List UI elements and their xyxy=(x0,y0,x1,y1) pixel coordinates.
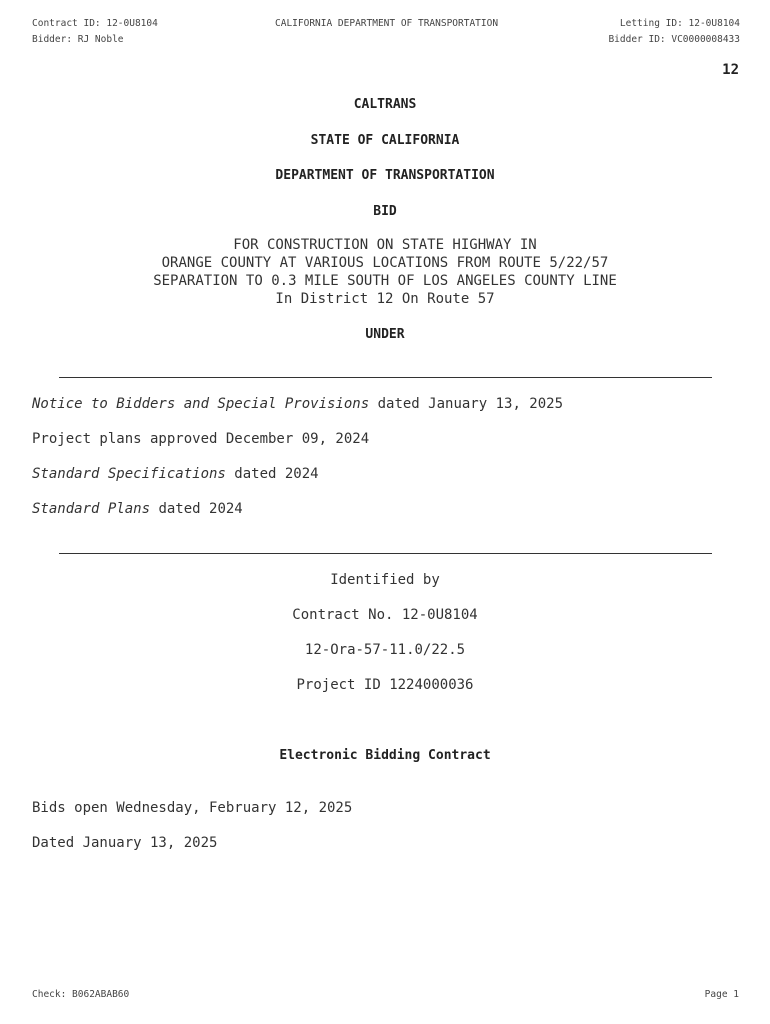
std-plans-date: dated 2024 xyxy=(150,501,243,517)
title-under: UNDER xyxy=(365,327,405,342)
divider-bottom xyxy=(59,553,712,554)
check-code: Check: B062ABAB60 xyxy=(32,989,130,1000)
notice-to-bidders xyxy=(32,396,563,412)
bidder-name: Bidder: RJ Noble xyxy=(32,34,124,45)
title-caltrans: CALTRANS xyxy=(353,97,417,112)
notice-title: Notice to Bidders and Special Provisions xyxy=(32,396,370,412)
title-state: STATE OF CALIFORNIA xyxy=(310,133,460,148)
identified-by: Identified by xyxy=(330,572,440,588)
standard-specifications xyxy=(32,466,319,482)
page-number: 12 xyxy=(722,62,739,78)
location-code: 12-Ora-57-11.0/22.5 xyxy=(304,642,466,658)
contract-number: Contract No. 12-0U8104 xyxy=(292,607,478,623)
divider-top xyxy=(59,377,712,378)
notice-date: dated January 13, 2025 xyxy=(369,396,564,412)
std-plans-title: Standard Plans xyxy=(32,501,151,517)
specs-title: Standard Specifications xyxy=(32,466,226,482)
bids-open-date: Bids open Wednesday, February 12, 2025 xyxy=(32,800,353,816)
title-bid: BID xyxy=(373,204,397,219)
bidder-id: Bidder ID: VC0000008433 xyxy=(608,34,740,45)
project-plans: Project plans approved December 09, 2024 xyxy=(32,431,370,447)
standard-plans xyxy=(32,501,243,517)
title-department: DEPARTMENT OF TRANSPORTATION xyxy=(275,168,495,183)
page-footer: Page 1 xyxy=(704,989,739,1000)
agency-name: CALIFORNIA DEPARTMENT OF TRANSPORTATION xyxy=(275,18,499,29)
contract-id: Contract ID: 12-0U8104 xyxy=(32,18,158,29)
contract-type: Electronic Bidding Contract xyxy=(279,748,491,763)
dated-date: Dated January 13, 2025 xyxy=(32,835,218,851)
description-line-4: In District 12 On Route 57 xyxy=(275,291,495,307)
description-line-3: SEPARATION TO 0.3 MILE SOUTH OF LOS ANGELES COUNTY LINE xyxy=(153,273,617,289)
description-line-1: FOR CONSTRUCTION ON STATE HIGHWAY IN xyxy=(233,237,537,253)
specs-date: dated 2024 xyxy=(225,466,319,482)
letting-id: Letting ID: 12-0U8104 xyxy=(619,18,740,29)
description-line-2: ORANGE COUNTY AT VARIOUS LOCATIONS FROM ROUTE 5/22/57 xyxy=(161,255,609,271)
project-id: Project ID 1224000036 xyxy=(296,677,474,693)
